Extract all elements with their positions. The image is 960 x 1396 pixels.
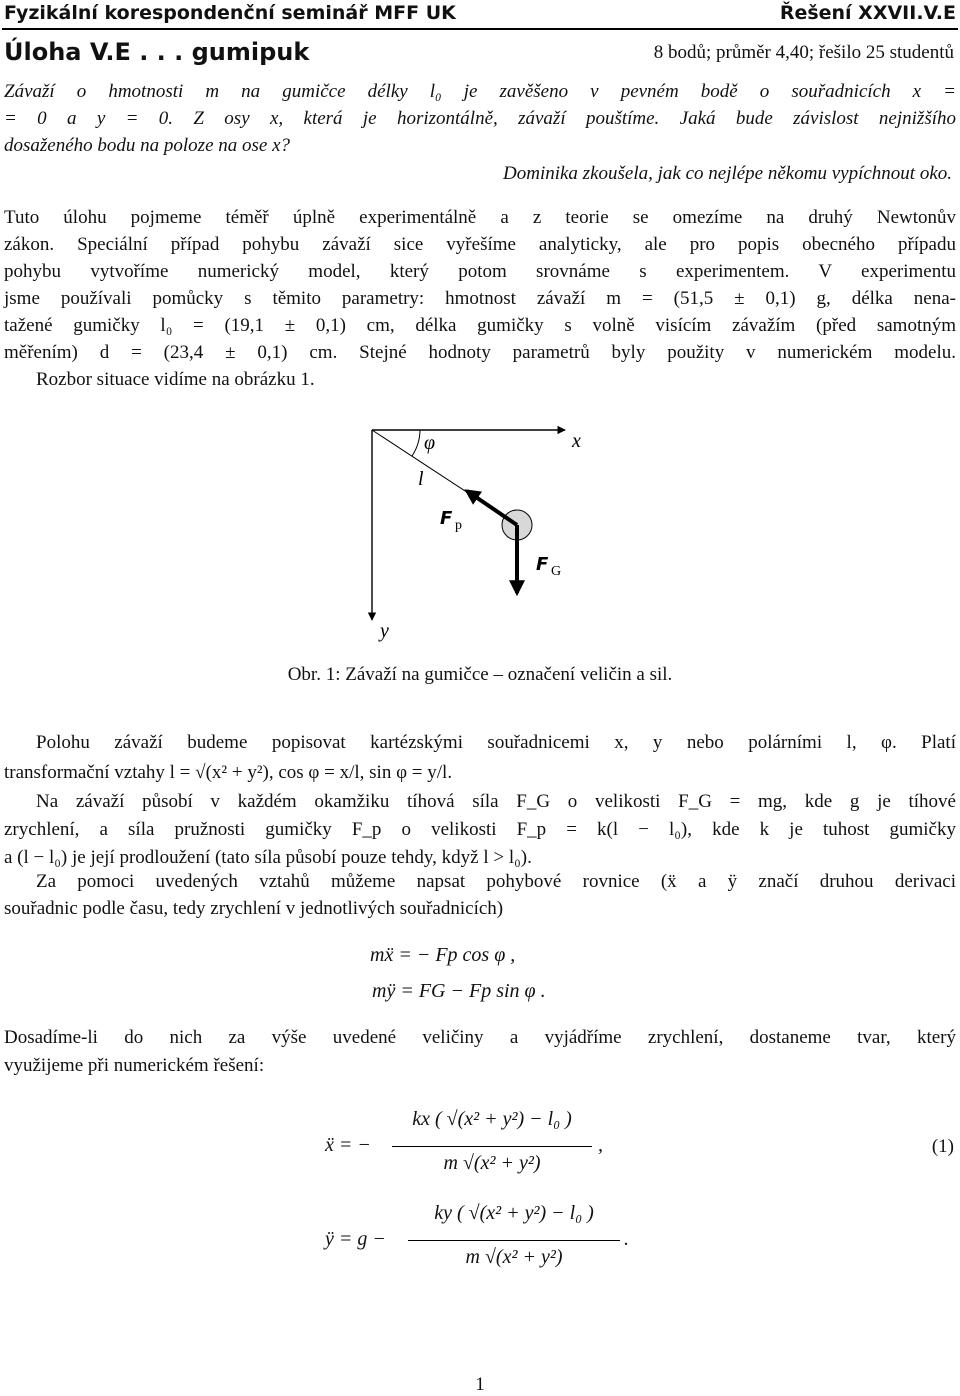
ydd-numerator: ky ( √(x² + y²) − l₀ ) — [434, 1202, 594, 1224]
text-line: Rozbor situace vidíme na obrázku 1. — [36, 369, 315, 390]
x-label: x — [572, 430, 581, 452]
force-diagram — [360, 415, 600, 655]
text-line: Dosadíme-li do nich za výše uvedené veličiny a vyjádříme zrychlení, dostaneme tvar, který — [4, 1027, 956, 1048]
text-line: měřením) d = (23,4 ± 0,1) cm. Stejné hodnoty parametrů byly použity v numerickém modelu. — [4, 342, 956, 363]
text-line: Polohu závaží budeme popisovat kartézskými souřadnicemi x, y nebo polárními l, φ. Platí — [36, 732, 956, 753]
text-line: souřadnic podle času, tedy zrychlení v jednotlivých souřadnicích) — [4, 898, 504, 919]
text-line: tažené gumičky l₀ = (19,1 ± 0,1) cm, délka gumičky s volně visícím závažím (před samotným — [4, 315, 956, 336]
xdd-fraction-bar — [392, 1146, 592, 1147]
text-line: transformační vztahy l = √(x² + y²), cos φ = x/l, sin φ = y/l. — [4, 762, 453, 783]
ydd-denominator: m √(x² + y²) — [465, 1246, 563, 1268]
xdd-lhs: ẍ = − — [325, 1134, 371, 1156]
page-number: 1 — [475, 1374, 485, 1395]
statement-line: = 0 a y = 0. Z osy x, která je horizontálně, závaží pouštíme. Jaká bude závislost nejnižšího — [4, 108, 956, 129]
fg-label: F — [536, 554, 549, 575]
text-line: Tuto úlohu pojmeme téměř úplně experimentálně a z teorie se omezíme na druhý Newtonův — [4, 207, 956, 228]
header-rule — [2, 28, 958, 30]
text-line: a (l − l₀) je její prodloužení (tato síla působí pouze tehdy, když l > l₀). — [4, 847, 532, 868]
task-title: Úloha V.E . . . gumipuk — [4, 38, 310, 66]
equation-number: (1) — [931, 1136, 954, 1157]
text-line: Za pomoci uvedených vztahů můžeme napsat pohybové rovnice (ẍ a ÿ značí druhou derivaci — [36, 871, 956, 892]
header-left: Fyzikální korespondenční seminář MFF UK — [4, 2, 456, 24]
header-right: Řešení XXVII.V.E — [779, 2, 956, 24]
elastic-force-arrow — [467, 491, 517, 525]
task-meta: 8 bodů; průměr 4,40; řešilo 25 studentů — [653, 42, 954, 63]
statement-line: dosaženého bodu na poloze na ose x? — [4, 135, 291, 156]
equation-motion-y: mÿ = FG − Fp sin φ . — [372, 980, 546, 1002]
task-author: Dominika zkoušela, jak co nejlépe někomu vypíchnout oko. — [503, 163, 952, 184]
ydd-fraction-bar — [408, 1240, 620, 1241]
xdd-end: , — [598, 1134, 603, 1156]
y-label: y — [380, 620, 389, 642]
text-line: zrychlení, a síla pružnosti gumičky F_p o velikosti F_p = k(l − l₀), kde k je tuhost gumičky — [4, 819, 956, 840]
ydd-end: . — [624, 1228, 629, 1250]
ydd-lhs: ÿ = g − — [325, 1228, 386, 1250]
xdd-denominator: m √(x² + y²) — [443, 1152, 541, 1174]
statement-line: Závaží o hmotnosti m na gumičce délky l₀ je zavěšeno v pevném bodě o souřadnicích x = — [4, 81, 956, 102]
fp-label: F — [440, 508, 453, 529]
angle-arc — [412, 430, 420, 456]
text-line: Na závaží působí v každém okamžiku tíhová síla F_G o velikosti F_G = mg, kde g je tíhové — [36, 791, 956, 812]
equation-motion-x: mẍ = − Fp cos φ , — [370, 944, 516, 966]
text-line: využijeme při numerickém řešení: — [4, 1055, 265, 1076]
text-line: zákon. Speciální případ pohybu závaží sice vyřešíme analyticky, ale pro popis obecného případu — [4, 234, 956, 255]
figure-caption: Obr. 1: Závaží na gumičce – označení veličin a sil. — [287, 664, 673, 685]
phi-label: φ — [424, 432, 436, 454]
text-line: pohybu vytvoříme numerický model, který potom srovnáme s experimentem. V experimentu — [4, 261, 956, 282]
xdd-numerator: kx ( √(x² + y²) − l₀ ) — [412, 1108, 572, 1130]
fp-subscript: p — [455, 518, 462, 533]
fg-subscript: G — [551, 564, 562, 579]
length-label: l — [418, 468, 424, 490]
text-line: jsme používali pomůcky s těmito parametry: hmotnost závaží m = (51,5 ± 0,1) g, délka nena- — [4, 288, 956, 309]
